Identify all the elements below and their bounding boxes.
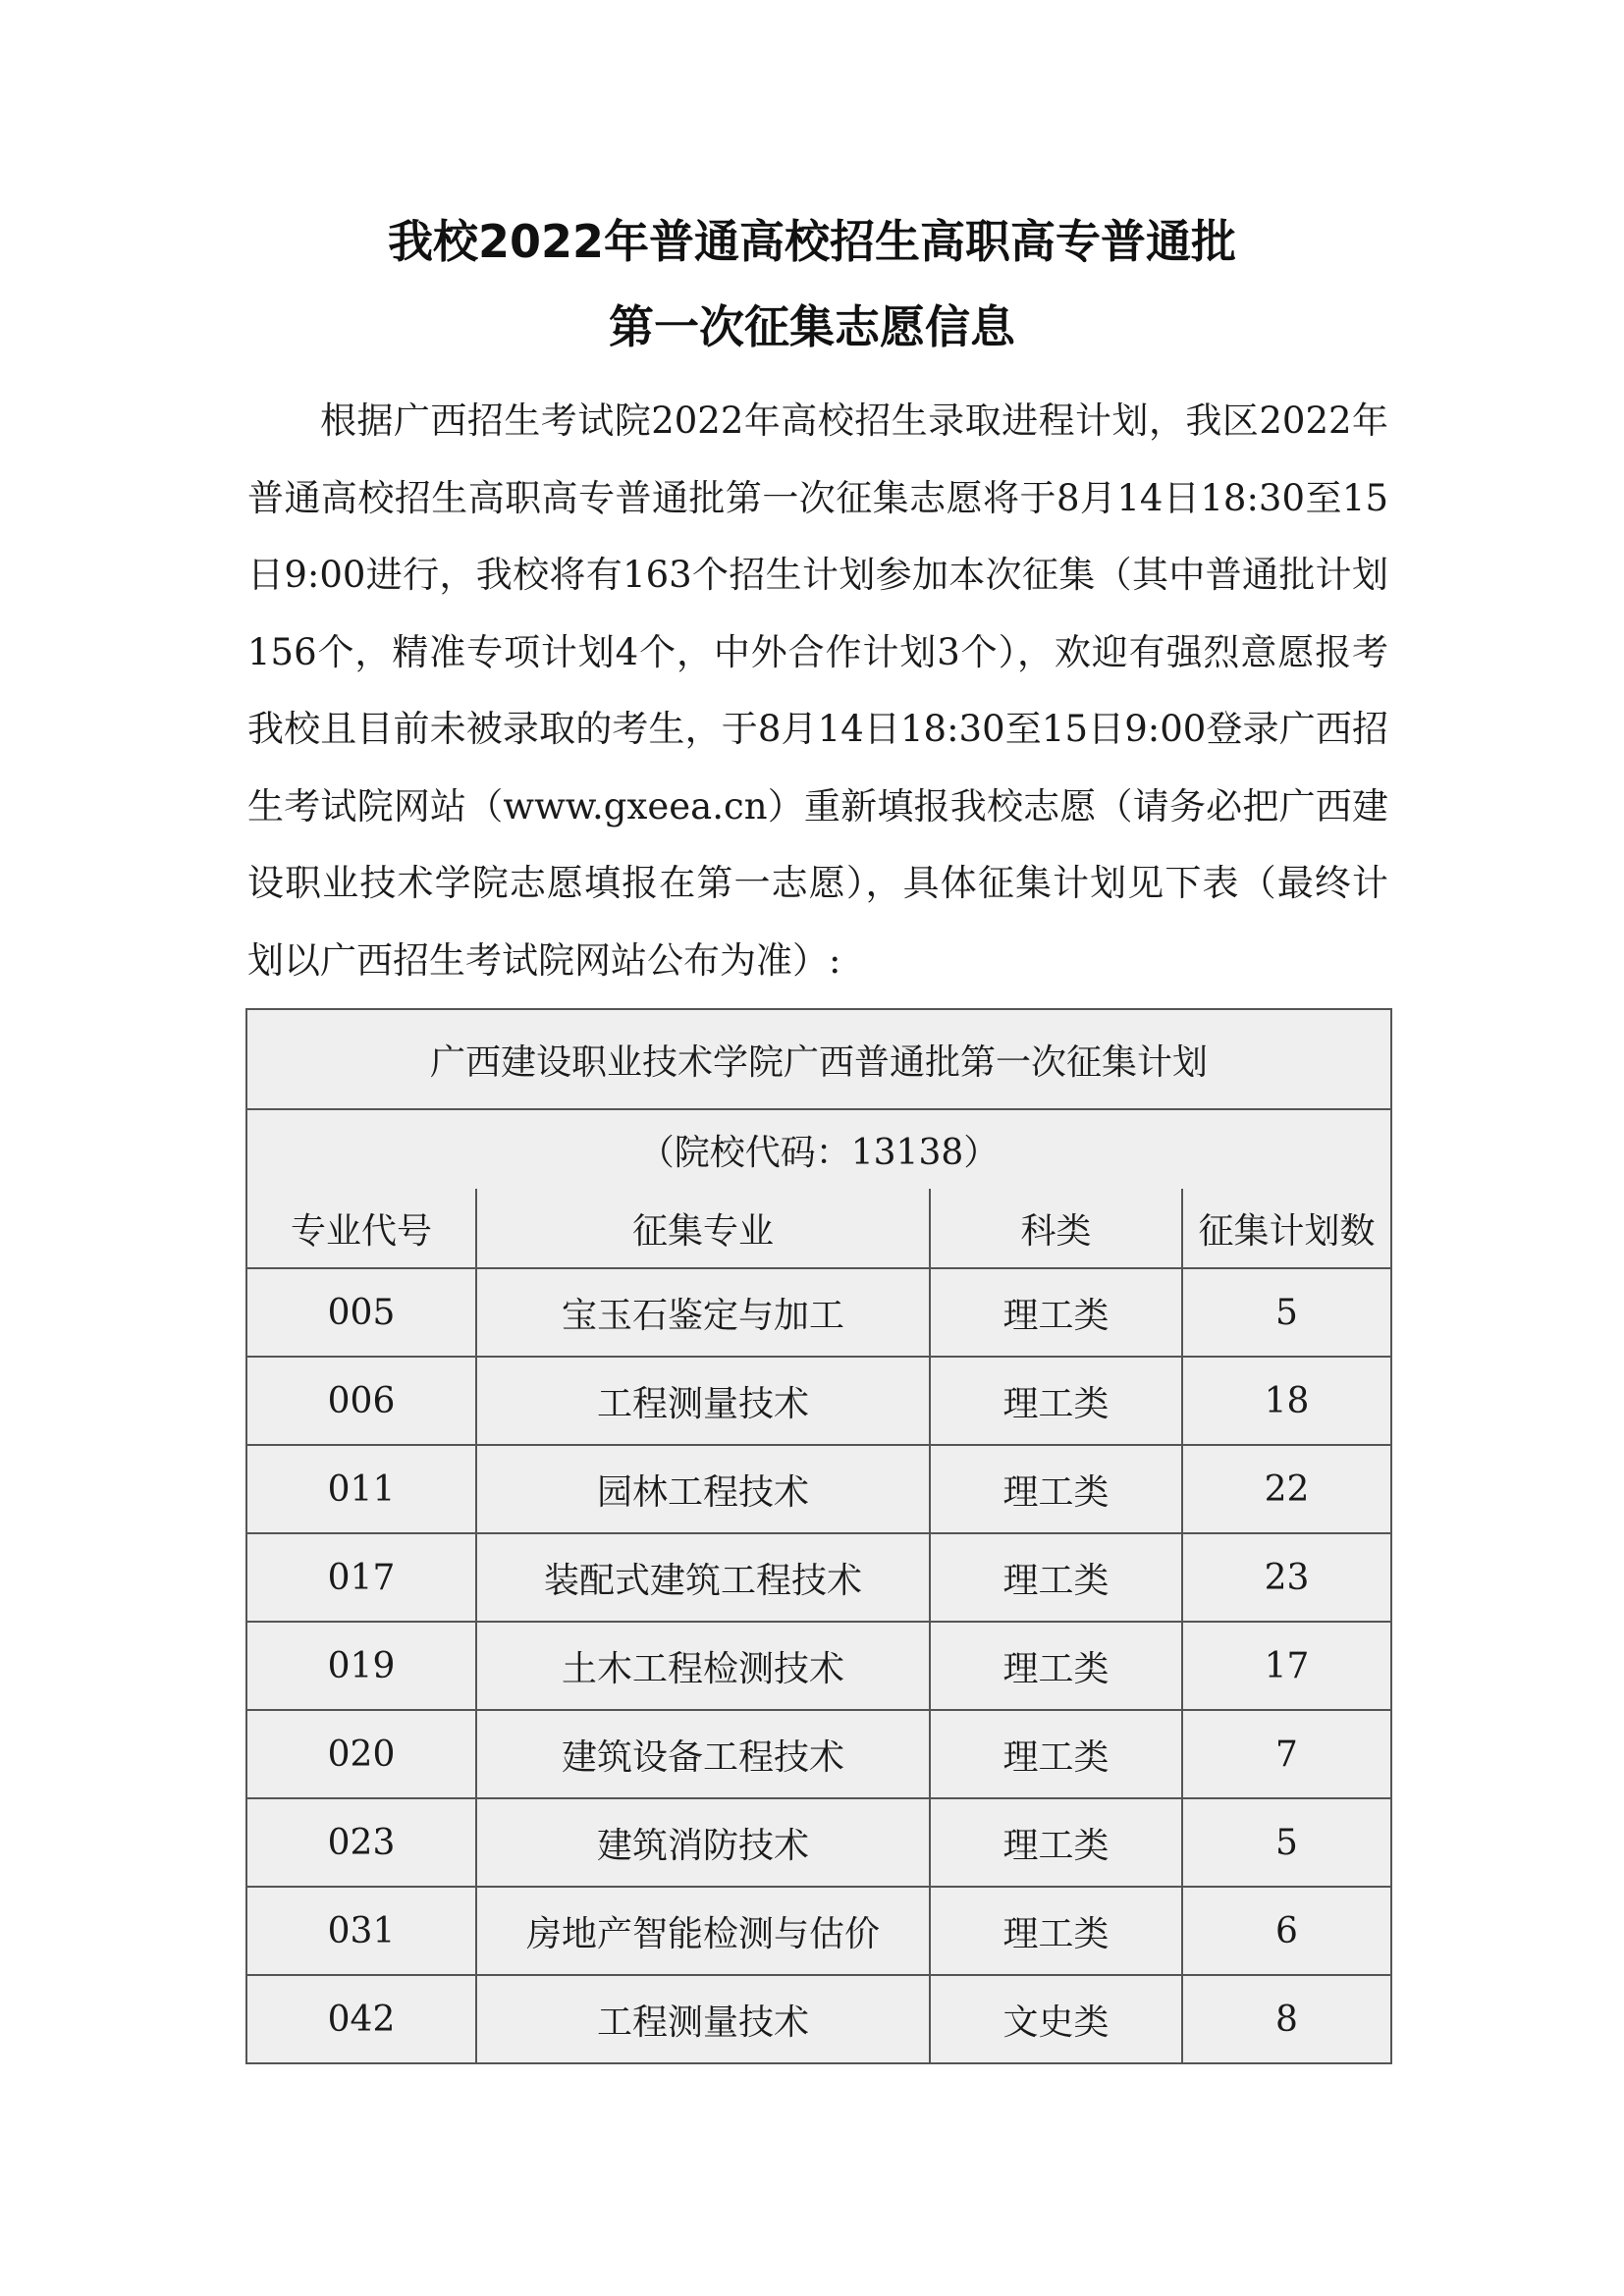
major-name: 工程测量技术 [476, 1975, 930, 2063]
plan-count: 18 [1182, 1357, 1391, 1445]
table-row [246, 1887, 1391, 1975]
major-code: 031 [246, 1887, 476, 1975]
subject-category: 理工类 [930, 1710, 1182, 1798]
major-name: 土木工程检测技术 [476, 1622, 930, 1710]
header-major-name: 征集专业 [476, 1189, 930, 1268]
major-name: 房地产智能检测与估价 [476, 1887, 930, 1975]
enrollment-plan-table [245, 1008, 1392, 2064]
body-paragraph: 根据广西招生考试院2022年高校招生录取进程计划，我区2022年普通高校招生高职高专普通批第一次征集志愿将于8月14日18:30至15日9:00进行，我校将有163个招生计划参加本次征集（其中普通批计划156个，精准专项计划4个，中外合作计划3个），欢迎有强烈意愿报考我校且目前未被录取的考生，于8月14日18:30至15日9:00登录广西招生考试院网站（www.gxeea.cn）重新填报我校志愿（请务必把广西建设职业技术学院志愿填报在第一志愿），具体征集计划见下表（最终计划以广西招生考试院网站公布为准）: [247, 400, 1388, 982]
header-subject-category: 科类 [930, 1189, 1182, 1268]
plan-count: 17 [1182, 1622, 1391, 1710]
major-code: 042 [246, 1975, 476, 2063]
subject-category: 理工类 [930, 1887, 1182, 1975]
plan-count: 23 [1182, 1533, 1391, 1622]
major-code: 019 [246, 1622, 476, 1710]
major-code: 006 [246, 1357, 476, 1445]
major-name: 园林工程技术 [476, 1445, 930, 1533]
major-code: 017 [246, 1533, 476, 1622]
subject-category: 文史类 [930, 1975, 1182, 2063]
school-code: （院校代码：13138） [246, 1109, 1391, 1189]
plan-count: 5 [1182, 1268, 1391, 1357]
plan-count: 6 [1182, 1887, 1391, 1975]
major-name: 装配式建筑工程技术 [476, 1533, 930, 1622]
major-name: 建筑消防技术 [476, 1798, 930, 1887]
table-caption: 广西建设职业技术学院广西普通批第一次征集计划 [246, 1009, 1391, 1109]
header-plan-count: 征集计划数 [1182, 1189, 1391, 1268]
document-title-line-2: 第一次征集志愿信息 [609, 300, 1015, 353]
major-code: 023 [246, 1798, 476, 1887]
subject-category: 理工类 [930, 1533, 1182, 1622]
subject-category: 理工类 [930, 1622, 1182, 1710]
major-code: 011 [246, 1445, 476, 1533]
table-row [246, 1357, 1391, 1445]
table-row [246, 1710, 1391, 1798]
subject-category: 理工类 [930, 1445, 1182, 1533]
major-name: 工程测量技术 [476, 1357, 930, 1445]
plan-count: 7 [1182, 1710, 1391, 1798]
subject-category: 理工类 [930, 1268, 1182, 1357]
table-row [246, 1533, 1391, 1622]
major-code: 005 [246, 1268, 476, 1357]
table-row [246, 1622, 1391, 1710]
table-row [246, 1268, 1391, 1357]
subject-category: 理工类 [930, 1357, 1182, 1445]
major-code: 020 [246, 1710, 476, 1798]
plan-count: 22 [1182, 1445, 1391, 1533]
subject-category: 理工类 [930, 1798, 1182, 1887]
major-name: 建筑设备工程技术 [476, 1710, 930, 1798]
document-title-line-1: 我校2022年普通高校招生高职高专普通批 [387, 215, 1237, 268]
table-header-row [246, 1189, 1391, 1268]
header-major-code: 专业代号 [246, 1189, 476, 1268]
table-row [246, 1445, 1391, 1533]
table-row [246, 1798, 1391, 1887]
school-code-row [246, 1109, 1391, 1189]
major-name: 宝玉石鉴定与加工 [476, 1268, 930, 1357]
table-row [246, 1975, 1391, 2063]
table-caption-row [246, 1009, 1391, 1109]
plan-count: 8 [1182, 1975, 1391, 2063]
plan-count: 5 [1182, 1798, 1391, 1887]
